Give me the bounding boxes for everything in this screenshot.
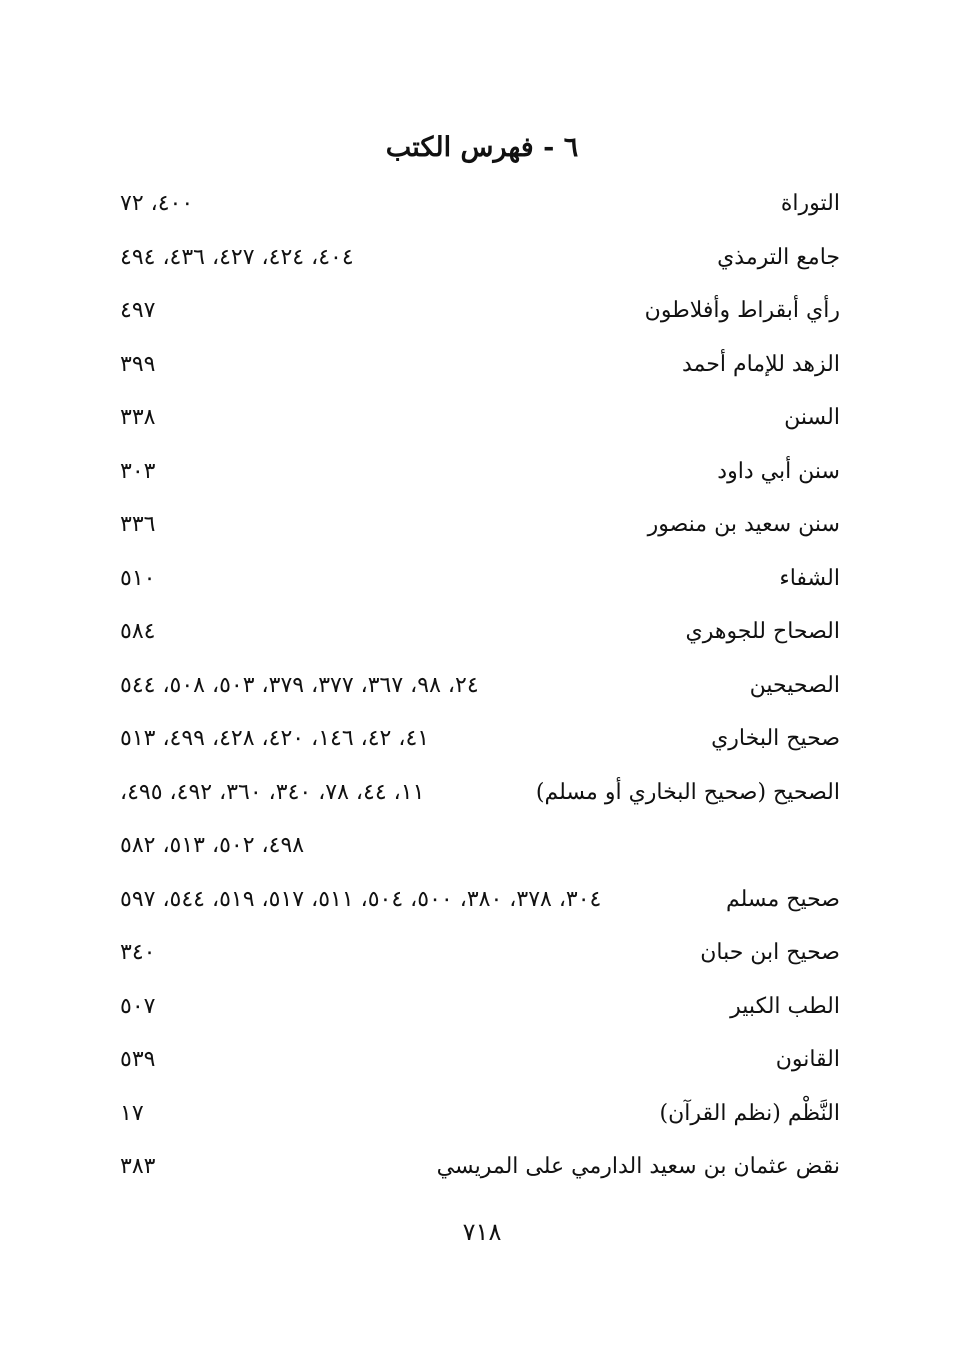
page-refs: ٤٩٨، ٥٠٢، ٥١٣، ٥٨٢ (120, 833, 305, 858)
book-name: رأي أبقراط وأفلاطون (644, 298, 840, 323)
page-refs: ١١، ٤٤، ٧٨، ٣٤٠، ٣٦٠، ٤٩٢، ٤٩٥، (120, 779, 425, 805)
page-refs: ٥٠٧ (120, 993, 156, 1019)
book-name: السنن (784, 405, 840, 430)
page-refs: ٣٣٦ (120, 512, 156, 537)
index-row (120, 451, 840, 505)
index-row (120, 718, 840, 772)
page-refs: ٣٠٣ (120, 458, 156, 484)
index-row (120, 290, 840, 344)
index-row-continuation (120, 825, 840, 879)
page-refs: ٥٨٤ (120, 619, 156, 644)
index-row (120, 1039, 840, 1093)
book-name: الصحاح للجوهري (685, 619, 840, 644)
index-row (120, 237, 840, 291)
page-refs: ٣٤٠ (120, 940, 156, 965)
page-refs: ٣٣٨ (120, 405, 156, 430)
book-name: النَّظْم (نظم القرآن) (659, 1100, 840, 1126)
index-row (120, 772, 840, 826)
index-list (120, 183, 840, 1200)
index-row (120, 986, 840, 1040)
page-refs: ٥٣٩ (120, 1047, 156, 1072)
page-refs: ٤٠٠، ٧٢ (120, 191, 194, 216)
index-row (120, 1093, 840, 1147)
page-refs: ٤١، ٤٢، ١٤٦، ٤٢٠، ٤٢٨، ٤٩٩، ٥١٣ (120, 726, 430, 751)
book-name: الشفاء (779, 565, 840, 591)
book-name: القانون (775, 1047, 840, 1072)
page-refs: ٤٠٤، ٤٢٤، ٤٢٧، ٤٣٦، ٤٩٤ (120, 244, 354, 270)
page-refs: ٤٩٧ (120, 298, 156, 323)
index-row (120, 397, 840, 451)
book-name: الصحيح (صحيح البخاري أو مسلم) (535, 779, 840, 805)
page-title: ٦ - فهرس الكتب (385, 132, 579, 163)
index-row (120, 183, 840, 237)
book-name: التوراة (780, 191, 840, 216)
index-row (120, 665, 840, 719)
index-row (120, 611, 840, 665)
index-row (120, 932, 840, 986)
index-row (120, 879, 840, 933)
book-name: سنن أبي داود (717, 458, 840, 484)
book-name: جامع الترمذي (717, 244, 840, 270)
book-name: الطب الكبير (730, 993, 840, 1019)
page-refs: ٣٨٣ (120, 1154, 156, 1179)
page-refs: ٢٤، ٩٨، ٣٦٧، ٣٧٧، ٣٧٩، ٥٠٣، ٥٠٨، ٥٤٤ (120, 672, 479, 698)
page-refs: ٣٠٤، ٣٧٨، ٣٨٠، ٥٠٠، ٥٠٤، ٥١١، ٥١٧، ٥١٩، ٥٤٤، ٥٩٧ (120, 886, 602, 912)
page-refs: ١٧ (120, 1100, 144, 1126)
index-row (120, 1146, 840, 1200)
index-row (120, 504, 840, 558)
book-name: صحيح البخاري (711, 726, 840, 751)
book-name: الصحيحين (749, 672, 840, 698)
book-name: صحيح ابن حبان (700, 940, 840, 965)
book-name: سنن سعيد بن منصور (647, 512, 840, 537)
page-refs: ٥١٠ (120, 565, 156, 591)
book-name: صحيح مسلم (725, 886, 840, 912)
book-name: الزهد للإمام أحمد (681, 351, 840, 377)
index-row (120, 344, 840, 398)
page-number: ٧١٨ (462, 1218, 502, 1246)
book-name: نقض عثمان بن سعيد الدارمي على المريسي (436, 1154, 840, 1179)
index-row (120, 558, 840, 612)
page-refs: ٣٩٩ (120, 351, 156, 377)
